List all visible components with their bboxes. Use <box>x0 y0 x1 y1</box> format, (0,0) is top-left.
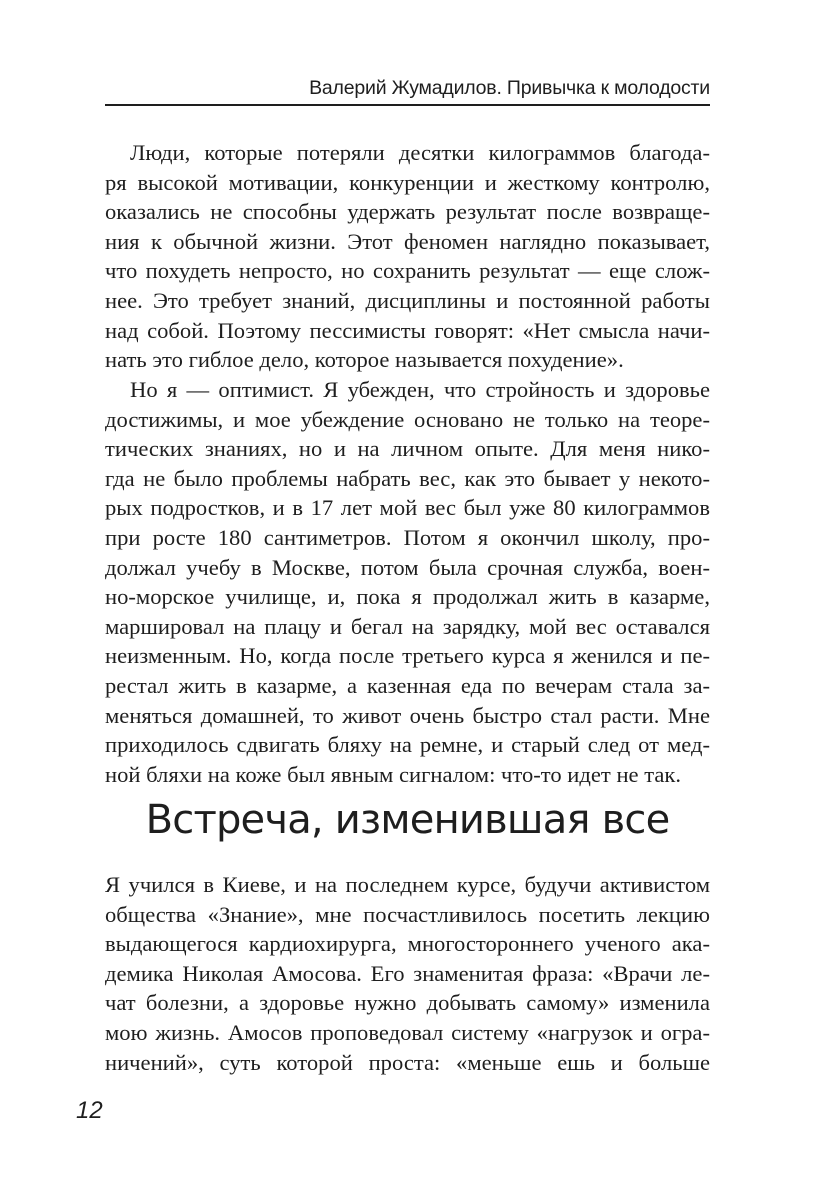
paragraph-line: выдающегося кардиохирурга, многостороннего ученого ака- <box>105 931 710 957</box>
paragraph-line: что похудеть непросто, но сохранить результат — еще слож- <box>105 258 710 284</box>
paragraph-line: приходилось сдвигать бляху на ремне, и старый след от мед- <box>105 732 710 758</box>
paragraph-line: общества «Знание», мне посчастливилось посетить лекцию <box>105 901 710 927</box>
paragraph-line: должал учебу в Москве, потом была срочная служба, воен- <box>105 554 710 580</box>
paragraph-line: ничений», суть которой проста: «меньше ешь и больше <box>105 1049 710 1075</box>
paragraph-line: Люди, которые потеряли десятки килограммов благода- <box>130 140 710 165</box>
paragraph-line: Я учился в Киеве, и на последнем курсе, будучи активистом <box>105 872 710 897</box>
paragraph-line: чат болезни, а здоровье нужно добывать самому» изменила <box>105 990 710 1016</box>
paragraph-line: ря высокой мотивации, конкуренции и жесткому контролю, <box>105 169 710 195</box>
paragraph-line: оказались не способны удержать результат после возвраще- <box>105 199 710 225</box>
paragraph-line: нее. Это требует знаний, дисциплины и постоянной работы <box>105 287 710 313</box>
header-rule <box>105 104 710 106</box>
paragraph-line: рых подростков, и в 17 лет мой вес был уже 80 килограммов <box>105 495 710 521</box>
section-paragraph <box>105 870 710 1077</box>
page-number: 12 <box>76 1097 103 1124</box>
running-head-title: Валерий Жумадилов. Привычка к молодости <box>309 77 710 99</box>
paragraph-line: рестал жить в казарме, а казенная еда по вечерам стала за- <box>105 672 710 698</box>
paragraph-line: тических знаниях, но и на личном опыте. Для меня нико- <box>105 436 710 462</box>
paragraph-line: гда не было проблемы набрать вес, как это бывает у некото- <box>105 465 710 491</box>
paragraph-line: ной бляхи на коже был явным сигналом: что-то идет не так. <box>105 761 682 787</box>
paragraph-line: достижимы, и мое убеждение основано не только на теоре- <box>105 406 710 432</box>
paragraph-line: демика Николая Амосова. Его знаменитая фраза: «Врачи ле- <box>105 960 710 986</box>
paragraph-line: при росте 180 сантиметров. Потом я окончил школу, про- <box>105 524 710 550</box>
paragraph-line: над собой. Поэтому пессимисты говорят: «Нет смысла начи- <box>105 317 710 343</box>
paragraph-line: Но я — оптимист. Я убежден, что стройность и здоровье <box>130 377 710 402</box>
paragraph-line: нать это гиблое дело, которое называется похудение». <box>105 347 624 373</box>
paragraph-line: маршировал на плацу и бегал на зарядку, мой вес оставался <box>105 613 710 639</box>
paragraph-line: но-морское училище, и, пока я продолжал жить в казарме, <box>105 584 710 610</box>
paragraph-line: ния к обычной жизни. Этот феномен наглядно показывает, <box>105 228 710 254</box>
paragraph-line: неизменным. Но, когда после третьего курса я женился и пе- <box>105 643 710 669</box>
paragraph-line: меняться домашней, то живот очень быстро стал расти. Мне <box>105 702 710 728</box>
paragraph-2 <box>105 375 710 789</box>
section-heading: Встреча, изменившая все <box>145 797 670 843</box>
paragraph-1 <box>105 138 710 375</box>
paragraph-line: мою жизнь. Амосов проповедовал систему «нагрузок и огра- <box>105 1019 710 1045</box>
